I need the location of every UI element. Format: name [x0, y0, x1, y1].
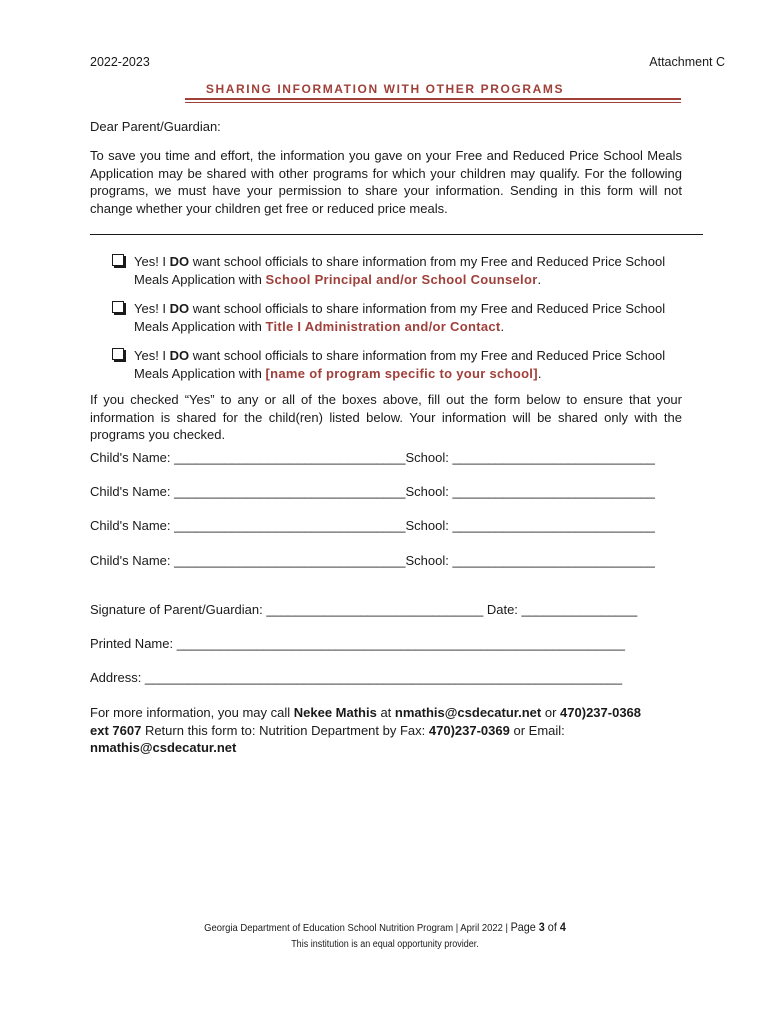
instructions-paragraph: If you checked “Yes” to any or all of the boxes above, fill out the form below to ensure that your information is shared for the child(ren) listed below. Your information will be shared only with the programs you checked. — [90, 392, 682, 442]
option-2-text: Yes! I DO want school officials to share information from my Free and Reduced Price School Meals Application with Title I Administration and/or Contact. — [134, 301, 666, 334]
option-3-text: Yes! I DO want school officials to share information from my Free and Reduced Price School Meals Application with [name of program specific to your school]. — [134, 348, 666, 381]
option-1 — [112, 253, 672, 288]
contact-email: nmathis@csdecatur.net — [394, 705, 542, 720]
footer-line-2: This institution is an equal opportunity provider. — [291, 939, 479, 950]
option-1-text: Yes! I DO want school officials to share information from my Free and Reduced Price School Meals Application with School Principal and/or School Counselor. — [134, 254, 666, 287]
school-year: 2022-2023 — [90, 55, 150, 69]
title-underline-thin — [185, 102, 681, 103]
checkbox-3[interactable] — [112, 348, 124, 360]
printed-name-line[interactable]: Printed Name: ______________________________________________________________ — [90, 636, 625, 651]
page-title: SHARING INFORMATION WITH OTHER PROGRAMS — [205, 82, 565, 96]
program-name-3: [name of program specific to your school] — [265, 365, 538, 381]
contact-phone: 470)237-0368 ext 7607 — [90, 705, 642, 738]
child-row-2[interactable]: Child's Name: ________________________________School: ____________________________ — [90, 484, 655, 499]
page-indicator: Page 3 of 4 — [510, 920, 566, 934]
option-2 — [112, 300, 672, 335]
checkbox-1[interactable] — [112, 254, 124, 266]
contact-name: Nekee Mathis — [293, 705, 377, 720]
title-underline — [185, 98, 681, 100]
child-row-1[interactable]: Child's Name: ________________________________School: ____________________________ — [90, 450, 655, 465]
contact-paragraph: For more information, you may call Nekee Mathis at nmathis@csdecatur.net or 470)237-0368 ext 7607 Return this form to: Nutrition Department by Fax: 470)237-0369 or Email: nmathis@csdecatur.net — [90, 705, 642, 755]
contact-fax: 470)237-0369 — [428, 722, 510, 738]
address-line[interactable]: Address: __________________________________________________________________ — [90, 670, 623, 685]
program-name-2: Title I Administration and/or Contact — [265, 318, 501, 334]
intro-paragraph: To save you time and effort, the information you gave on your Free and Reduced Price School Meals Application may be shared with other programs for which your children may qualify. For the following programs, we must have your permission to share your information. Sending in this form will not change whether your children get free or reduced price meals. — [90, 148, 682, 216]
greeting: Dear Parent/Guardian: — [90, 119, 221, 134]
child-row-4[interactable]: Child's Name: ________________________________School: ____________________________ — [90, 553, 655, 568]
footer-line-1: Georgia Department of Education School Nutrition Program | April 2022 | Page 3 of 4 — [204, 920, 566, 934]
checkbox-2[interactable] — [112, 301, 124, 313]
option-3 — [112, 347, 672, 382]
signature-line[interactable]: Signature of Parent/Guardian: ______________________________ Date: ________________ — [90, 602, 638, 617]
section-divider — [90, 234, 703, 235]
child-row-3[interactable]: Child's Name: ________________________________School: ____________________________ — [90, 518, 655, 533]
attachment-label: Attachment C — [649, 55, 725, 69]
program-name-1: School Principal and/or School Counselor — [265, 271, 538, 287]
return-email: nmathis@csdecatur.net — [90, 740, 237, 755]
